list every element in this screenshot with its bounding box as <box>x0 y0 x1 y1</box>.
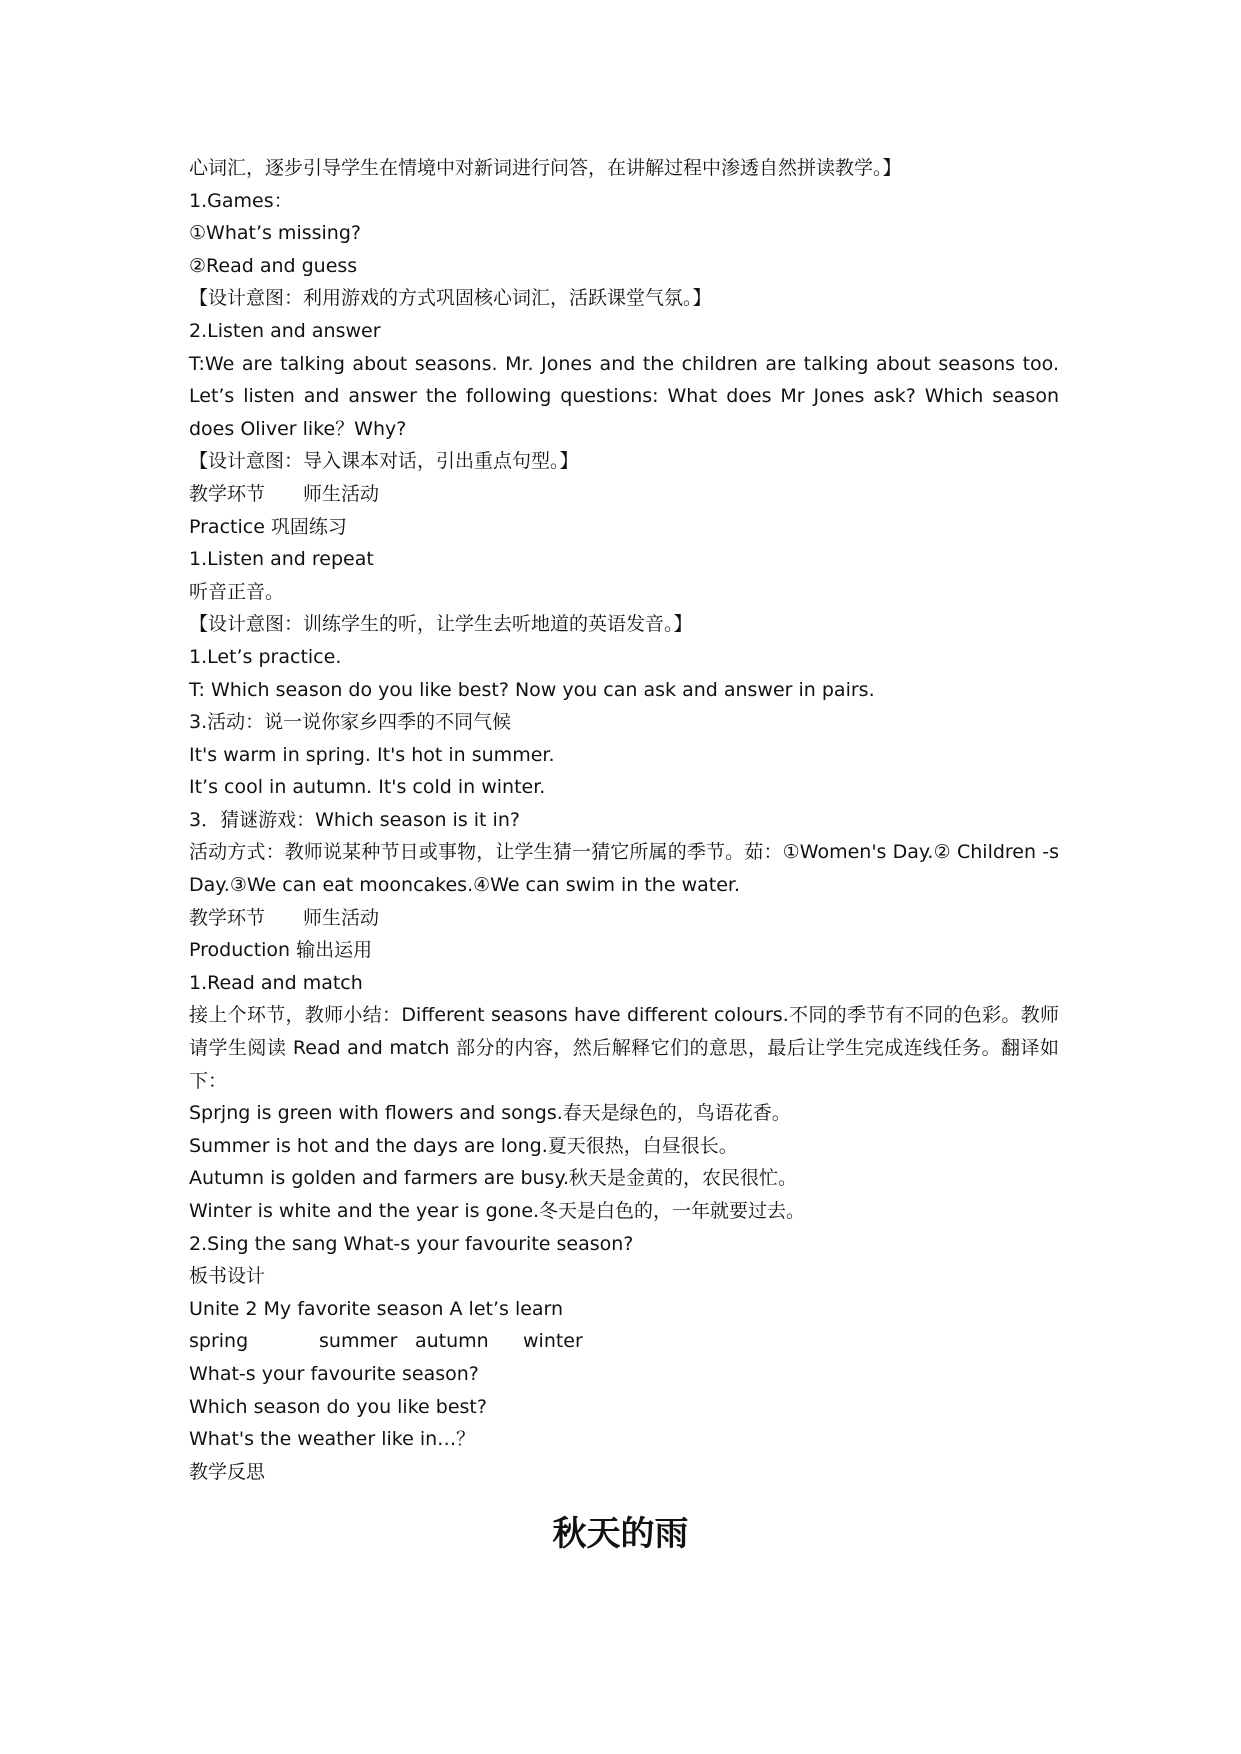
board-word: autumn <box>415 1330 489 1353</box>
text-line: 2.Sing the sang What-s your favourite season? <box>189 1232 634 1255</box>
text-line: 【设计意图：利用游戏的方式巩固核心词汇，活跃课堂气氛。】 <box>189 287 712 310</box>
document-body <box>189 152 1079 1488</box>
text-line: 教学环节 师生活动 <box>189 906 380 929</box>
text-line: 1.Let’s practice. <box>189 645 342 668</box>
text-line: Practice 巩固练习 <box>189 515 347 538</box>
text-paragraph: 活动方式：教师说某种节日或事物，让学生猜一猜它所属的季节。茹：①Women's Day.② Children -s Day.③We can eat mooncakes.④We can swim in the water. <box>189 841 1079 897</box>
text-line: ①What’s missing? <box>189 222 361 245</box>
section-title: 秋天的雨 <box>552 1514 689 1554</box>
board-words-row <box>189 1325 1059 1358</box>
text-line: Production 输出运用 <box>189 939 373 962</box>
text-line: 2.Listen and answer <box>189 319 381 342</box>
text-line: 板书设计 <box>189 1265 266 1288</box>
text-line: 1.Listen and repeat <box>189 548 374 571</box>
text-line: ②Read and guess <box>189 254 358 277</box>
text-line: 教学环节 师生活动 <box>189 482 380 505</box>
text-paragraph: 接上个环节，教师小结：Different seasons have different colours.不同的季节有不同的色彩。教师请学生阅读 Read and match 部分的内容，然后解释它们的意思，最后让学生完成连线任务。翻译如下： <box>189 1004 1059 1092</box>
text-line: Summer is hot and the days are long.夏天很热，白昼很长。 <box>189 1134 738 1157</box>
text-line: 教学反思 <box>189 1460 266 1483</box>
board-word: spring <box>189 1330 249 1353</box>
text-paragraph: T:We are talking about seasons. Mr. Jones and the children are talking about seasons too. Let’s listen and answer the following questions: What does Mr Jones ask? Which season does Oliver like？Why? <box>189 352 1059 440</box>
text-line: It’s cool in autumn. It's cold in winter. <box>189 776 546 799</box>
text-line: 心词汇，逐步引导学生在情境中对新词进行问答，在讲解过程中渗透自然拼读教学。】 <box>189 157 902 179</box>
text-line: T: Which season do you like best? Now you can ask and answer in pairs. <box>189 678 875 701</box>
text-line: Which season do you like best? <box>189 1395 487 1418</box>
text-line: 【设计意图：导入课本对话，引出重点句型。】 <box>189 450 579 473</box>
text-line: 3．猜谜游戏：Which season is it in? <box>189 808 520 831</box>
text-line: 【设计意图：训练学生的听，让学生去听地道的英语发音。】 <box>189 613 693 636</box>
text-line: 1.Games： <box>189 189 293 212</box>
text-line: 听音正音。 <box>189 580 285 603</box>
text-line: Autumn is golden and farmers are busy.秋天是金黄的，农民很忙。 <box>189 1167 798 1190</box>
text-line: 1.Read and match <box>189 971 363 994</box>
text-line: Sprjng is green with flowers and songs.春天是绿色的，鸟语花香。 <box>189 1102 791 1125</box>
board-word: summer <box>319 1330 398 1353</box>
text-line: Unite 2 My favorite season A let’s learn <box>189 1297 564 1320</box>
text-line: 3.活动：说一说你家乡四季的不同气候 <box>189 711 512 734</box>
text-line: It's warm in spring. It's hot in summer. <box>189 743 555 766</box>
text-line: Winter is white and the year is gone.冬天是白色的，一年就要过去。 <box>189 1200 806 1222</box>
text-line: What's the weather like in…？ <box>189 1428 476 1451</box>
text-line: What-s your favourite season? <box>189 1362 479 1385</box>
board-word: winter <box>523 1330 583 1353</box>
